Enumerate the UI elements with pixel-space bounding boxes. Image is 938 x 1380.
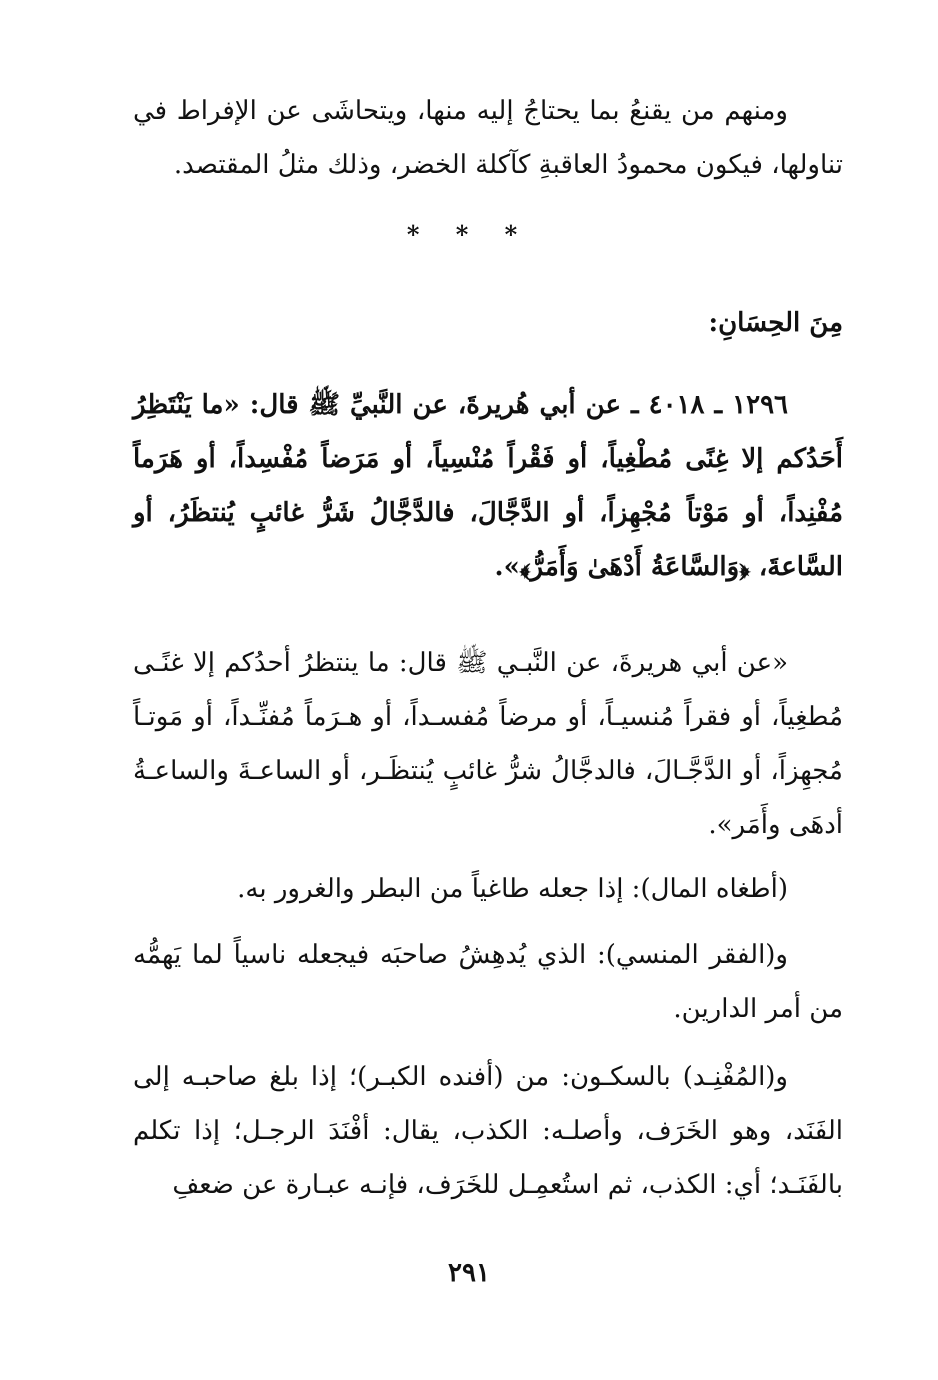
hadith-text: ١٢٩٦ ـ ٤٠١٨ ـ عن أبي هُريرةَ، عن النَّبيِّ ﷺ قال: «ما يَنْتَظِرُ أَحَدُكم إلا غِنًى مُطْغِياً، أو فَقْراً مُنْسِياً، أو مَرَضاً مُفْسِداً، أو هَرَماً مُفْنِداً، أو مَوْتاً مُجْهِزاً، أو الدَّجَّالَ، فالدَّجَّالُ شَرُّ غائبٍ يُنتظَرُ، أو السَّاعةَ، ﴿وَالسَّاعَةُ أَدْهَىٰ وَأَمَرُّ﴾». (133, 390, 843, 582)
section-heading: مِنَ الحِسَانِ: (708, 308, 843, 338)
gloss-1: (أطغاه المال): إذا جعله طاغياً من البطر والغرور به. (237, 874, 788, 904)
gloss-block-1 (133, 862, 843, 916)
hadith-block (133, 378, 843, 594)
intro-block (133, 84, 843, 192)
gloss-2: و(الفقر المنسي): الذي يُدهِشُ صاحبَه فيجعله ناسياً لما يَهمُّه من أمر الدارين. (133, 940, 843, 1024)
intro-paragraph: ومنهم من يقنعُ بما يحتاجُ إليه منها، ويتحاشَى عن الإفراط في تناولها، فيكون محمودُ العاقبةِ كآكلة الخضر، وذلك مثلُ المقتصد. (133, 96, 843, 180)
section-heading-block (133, 296, 843, 350)
gloss-3: و(المُفْنِـد) بالسكـون: من (أفنده الكبـر)؛ إذا بلغ صاحبـه إلى الفَنَد، وهو الخَرَف، وأصلـه: الكذب، يقال: أفْنَدَ الرجـل؛ إذا تكلم بالفَنَـد؛ أي: الكذب، ثم استُعمِـل للخَرَف، فإنـه عبـارة عن ضعفِ (133, 1062, 843, 1200)
gloss-block-3 (133, 1050, 843, 1212)
section-separator: * * * (406, 220, 532, 249)
gloss-block-2 (133, 928, 843, 1036)
hadith-plain-text: «عن أبي هريرةَ، عن النَّبـي ﷺ قال: ما ينتظرُ أحدُكم إلا غنًـى مُطغِياً، أو فقراً مُنسيـاً، أو مرضاً مُفسـداً، أو هـرَماً مُفنِّـداً، أو مَوتـاً مُجهِزاً، أو الدَّجَّـالَ، فالدجَّالُ شرُّ غائبٍ يُنتظَـر، أو الساعـةَ والساعـةُ أدهَى وأَمَر». (133, 648, 843, 840)
hadith-commentary-block (133, 636, 843, 852)
page-number: ٢٩١ (448, 1258, 490, 1288)
